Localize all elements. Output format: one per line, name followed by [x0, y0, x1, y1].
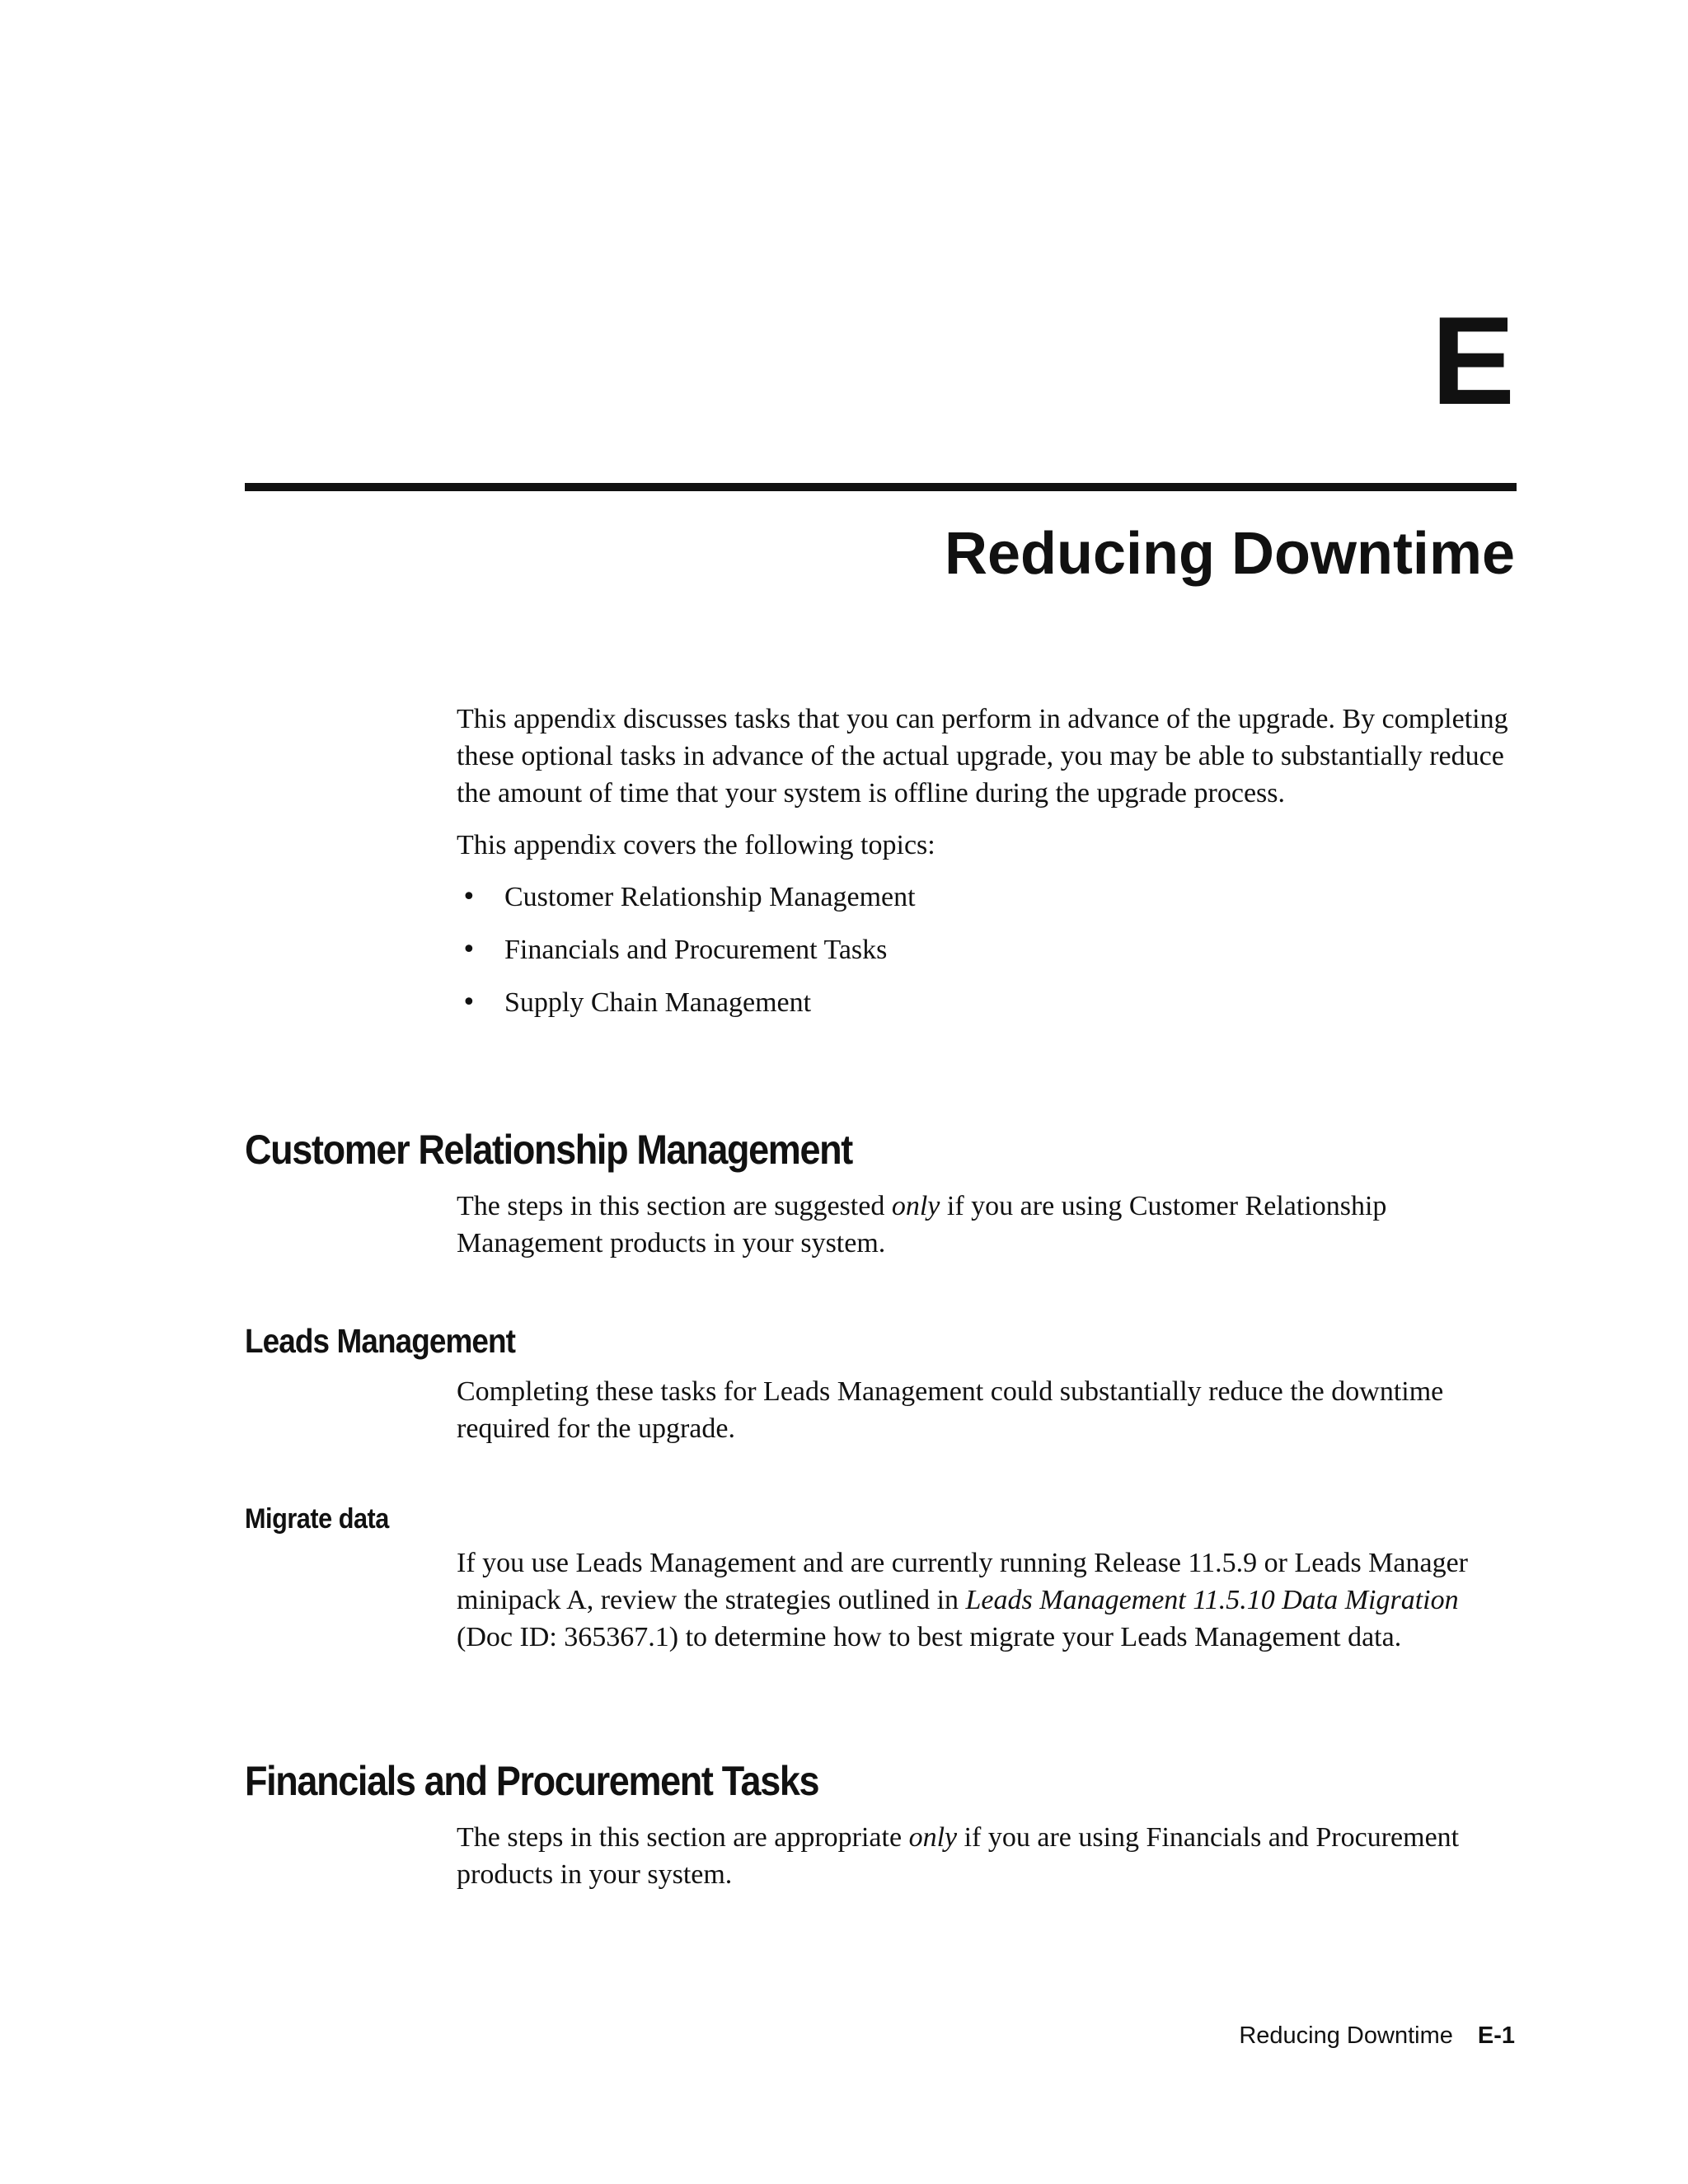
page-number: E-1	[1477, 2022, 1515, 2049]
chapter-title: Reducing Downtime	[944, 521, 1515, 587]
crm-text-after: if you are using Customer Relationship Management products in your system.	[457, 1191, 1387, 1258]
topic-item: • Supply Chain Management	[457, 984, 1520, 1021]
financials-text-after: if you are using Financials and Procurement products in your system.	[457, 1822, 1460, 1890]
migrate-text-after: (Doc ID: 365367.1) to determine how to best migrate your Leads Management data.	[457, 1622, 1402, 1652]
leads-body	[457, 1373, 1520, 1447]
crm-text-before: The steps in this section are suggested	[457, 1191, 892, 1221]
financials-text-before: The steps in this section are appropriate	[457, 1822, 909, 1853]
migrate-paragraph	[457, 1544, 1520, 1656]
leads-paragraph: Completing these tasks for Leads Management could substantially reduce the downtime required for the upgrade.	[457, 1376, 1444, 1444]
financials-body	[457, 1819, 1520, 1893]
topic-item: • Customer Relationship Management	[457, 879, 1520, 916]
migrate-text-before: If you use Leads Management and are currently running Release 11.5.9 or Leads Manager minipack A, review the strategies outlined in	[457, 1548, 1469, 1615]
financials-paragraph	[457, 1819, 1520, 1893]
migrate-heading: Migrate data	[245, 1503, 389, 1535]
crm-body	[457, 1188, 1520, 1262]
intro-paragraph: This appendix discusses tasks that you can perform in advance of the upgrade. By completing these optional tasks in advance of the actual upgrade, you may be able to substantially reduce the amount of time that your system is offline during the upgrade process.	[457, 704, 1508, 808]
financials-heading: Financials and Procurement Tasks	[245, 1758, 819, 1804]
chapter-divider	[245, 483, 1517, 491]
intro-section	[457, 701, 1520, 1037]
chapter-letter: E	[1431, 291, 1515, 431]
leads-heading: Leads Management	[245, 1322, 516, 1360]
topic-list	[457, 879, 1520, 1021]
page-footer	[1239, 2024, 1515, 2048]
financials-text-emphasis: only	[908, 1822, 958, 1853]
topic-item: • Financials and Procurement Tasks	[457, 931, 1520, 968]
footer-title: Reducing Downtime	[1239, 2022, 1453, 2049]
migrate-doc-title: Leads Management 11.5.10 Data Migration	[965, 1585, 1459, 1615]
crm-paragraph	[457, 1188, 1520, 1262]
topics-lead: This appendix covers the following topics:	[457, 830, 935, 860]
crm-heading: Customer Relationship Management	[245, 1127, 852, 1173]
migrate-body	[457, 1544, 1520, 1656]
crm-text-emphasis: only	[891, 1191, 940, 1221]
